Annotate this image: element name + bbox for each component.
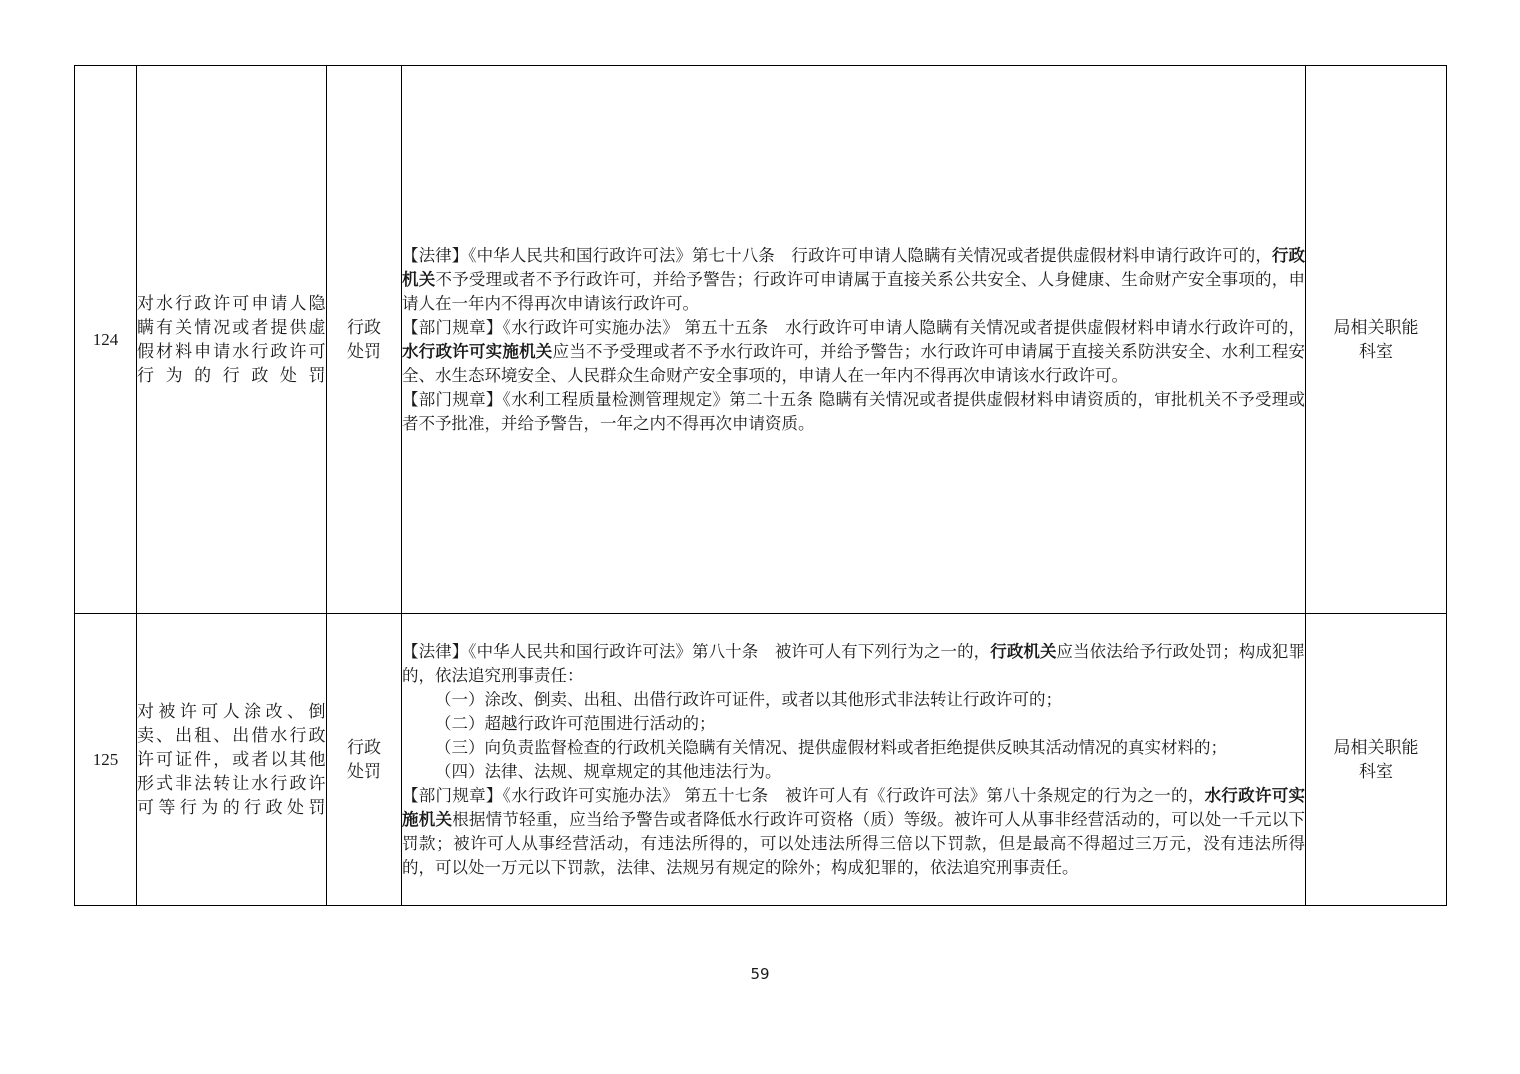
basis-paragraph: 【法律】《中华人民共和国行政许可法》第八十条 被许可人有下列行为之一的，行政机关应当依法给予行政处罚；构成犯罪的，依法追究刑事责任： [402,641,1306,685]
basis-paragraph: 【部门规章】《水利工程质量检测管理规定》第二十五条 隐瞒有关情况或者提供虚假材料申请资质的，审批机关不予受理或者不予批准，并给予警告，一年之内不得再次申请资质。 [402,389,1305,433]
penalty-type-line: 行政 [347,737,381,758]
bold-term: 行政机关 [990,641,1057,661]
page-number: 59 [750,965,770,983]
legal-basis [402,66,1306,614]
bold-term: 水行政许可实施机关 [402,341,553,361]
item-name-text: 对水行政许可申请人隐瞒有关情况或者提供虚假材料申请水行政许可行为的行政处罚 [137,293,326,386]
item-name [137,614,327,906]
basis-clause: （一）涂改、倒卖、出租、出借行政许可证件，或者以其他形式非法转让行政许可的； [435,689,1062,709]
item-name [137,66,327,614]
table-row [75,66,1447,614]
table-row [75,614,1447,906]
item-number: 124 [75,66,137,614]
basis-paragraph: 【法律】《中华人民共和国行政许可法》第七十八条 行政许可申请人隐瞒有关情况或者提供虚假材料申请行政许可的，行政机关不予受理或者不予行政许可，并给予警告；行政许可申请属于直接关系公共安全、人身健康、生命财产安全事项的，申请人在一年内不得再次申请该行政许可。 [402,245,1306,313]
basis-clause: （三）向负责监督检查的行政机关隐瞒有关情况、提供虚假材料或者拒绝提供反映其活动情况的真实材料的； [435,737,1227,757]
penalty-table [74,65,1447,906]
penalty-type-line: 处罚 [347,761,381,782]
penalty-type [327,66,402,614]
department-line: 局相关职能 [1333,317,1419,338]
penalty-type-line: 处罚 [347,341,381,362]
legal-basis [402,614,1306,906]
item-name-text: 对被许可人涂改、倒卖、出租、出借水行政许可证件，或者以其他形式非法转让水行政许可等行为的行政处罚 [137,701,326,818]
basis-clause: （四）法律、法规、规章规定的其他违法行为。 [435,761,782,781]
bold-term: 行政机关 [402,245,1306,289]
penalty-type-line: 行政 [347,317,381,338]
basis-paragraph: 【部门规章】《水行政许可实施办法》 第五十五条 水行政许可申请人隐瞒有关情况或者提供虚假材料申请水行政许可的，水行政许可实施机关应当不予受理或者不予水行政许可，并给予警告；水行政许可申请属于直接关系防洪安全、水利工程安全、水生态环境安全、人民群众生命财产安全事项的，申请人在一年内不得再次申请该水行政许可。 [402,317,1306,385]
responsible-department [1306,614,1447,906]
bold-term: 水行政许可实施机关 [402,785,1305,829]
penalty-type [327,614,402,906]
department-line: 科室 [1359,761,1393,782]
responsible-department [1306,66,1447,614]
department-line: 局相关职能 [1333,737,1419,758]
basis-paragraph: 【部门规章】《水行政许可实施办法》 第五十七条 被许可人有《行政许可法》第八十条规定的行为之一的，水行政许可实施机关根据情节轻重，应当给予警告或者降低水行政许可资格（质）等级。被许可人从事非经营活动的，可以处一千元以下罚款；被许可人从事经营活动，有违法所得的，可以处违法所得三倍以下罚款，但是最高不得超过三万元，没有违法所得的，可以处一万元以下罚款，法律、法规另有规定的除外；构成犯罪的，依法追究刑事责任。 [402,785,1306,877]
item-number: 125 [75,614,137,906]
basis-clause: （二）超越行政许可范围进行活动的； [435,713,716,733]
department-line: 科室 [1359,341,1393,362]
